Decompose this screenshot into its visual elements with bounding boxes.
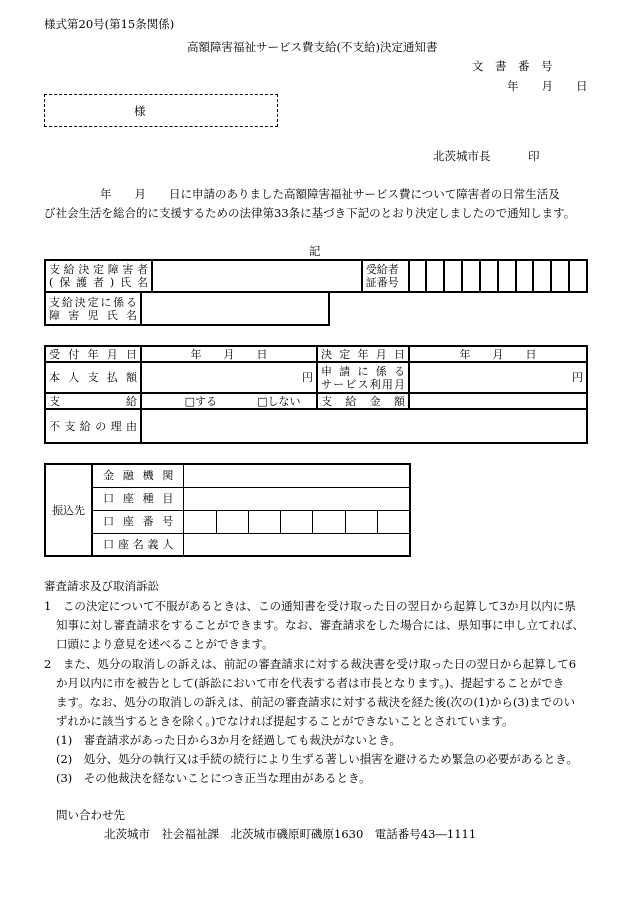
account-type-label: 口座種目 xyxy=(92,487,184,510)
cert-digit[interactable] xyxy=(533,260,551,292)
cert-digit[interactable] xyxy=(462,260,480,292)
payment-yes-checkbox[interactable]: □する xyxy=(184,394,217,408)
child-name-label: 支給決定に係る 障害児氏名 xyxy=(45,292,141,325)
issuer-name: 北茨城市長 xyxy=(433,149,491,163)
account-digit[interactable] xyxy=(248,510,280,533)
account-digit[interactable] xyxy=(345,510,377,533)
account-digit[interactable] xyxy=(184,510,216,533)
date-label: 年 月 日 xyxy=(507,79,588,93)
account-digit[interactable] xyxy=(216,510,248,533)
payment-no-checkbox[interactable]: □しない xyxy=(257,394,301,408)
account-digit[interactable] xyxy=(377,510,410,533)
recipient-name-label: 支給決定障害者 (保護者)氏名 xyxy=(45,260,152,292)
self-payment-label: 本人支払額 xyxy=(45,362,141,393)
appeal-item-2: (2) 処分、処分の執行又は手続の続行により生ずる著しい損害を避けるため緊急の必要があるとき。 xyxy=(56,752,578,766)
cert-digit[interactable] xyxy=(516,260,534,292)
account-type-field[interactable] xyxy=(184,487,410,510)
cert-digit[interactable] xyxy=(551,260,569,292)
account-digit[interactable] xyxy=(313,510,345,533)
account-holder-label: 口座名義人 xyxy=(92,533,184,556)
non-payment-reason-field[interactable] xyxy=(141,409,587,443)
appeal-p1-line2: 知事に対し審査請求をすることができます。なお、審査請求をした場合には、県知事に申し立てれば、 xyxy=(56,618,585,632)
account-holder-field[interactable] xyxy=(184,533,410,556)
appeal-p1-line3: 口頭により意見を述べることができます。 xyxy=(56,637,274,651)
cert-digit[interactable] xyxy=(480,260,498,292)
decision-date-field[interactable]: 年 月 日 xyxy=(409,346,587,362)
bank-field[interactable] xyxy=(184,464,410,487)
recipient-name-field[interactable] xyxy=(152,260,362,292)
non-payment-reason-label: 不支給の理由 xyxy=(45,409,141,443)
seal-mark: 印 xyxy=(528,149,540,163)
document-number-label: 文 書 番 号 xyxy=(472,59,553,73)
child-name-field[interactable] xyxy=(141,292,329,325)
recipient-table xyxy=(44,259,588,293)
cert-digit[interactable] xyxy=(409,260,427,292)
document-title: 高額障害福祉サービス費支給(不支給)決定通知書 xyxy=(187,40,438,54)
cert-digit[interactable] xyxy=(426,260,444,292)
appeal-p1-line1: 1 この決定について不服があるときは、この通知書を受け取った日の翌日から起算して3か月以内に県 xyxy=(44,599,576,613)
contact-heading: 問い合わせ先 xyxy=(56,808,125,822)
payment-amount-label: 支給金額 xyxy=(317,393,409,409)
payment-amount-field[interactable] xyxy=(409,393,587,409)
bank-label: 金融機関 xyxy=(92,464,184,487)
appeal-item-3: (3) その他裁決を経ないことにつき正当な理由があるとき。 xyxy=(56,771,371,785)
appeal-item-1: (1) 審査請求があった日から3か月を経過しても裁決がないとき。 xyxy=(56,733,402,747)
self-payment-field[interactable]: 円 xyxy=(141,362,317,393)
account-digit[interactable] xyxy=(281,510,313,533)
addressee-suffix: 様 xyxy=(134,104,146,118)
appeal-p2-line1: 2 また、処分の取消しの訴えは、前記の審査請求に対する裁決書を受け取った日の翌日から起算して6 xyxy=(44,657,577,671)
appeal-p2-line2: か月以内に市を被告として(訴訟において市を代表する者は市長となります。)、提起することができ xyxy=(56,676,565,690)
form-number: 様式第20号(第15条関係) xyxy=(44,17,175,31)
appeal-heading: 審査請求及び取消訴訟 xyxy=(44,579,159,593)
payment-label: 支 給 xyxy=(45,393,141,409)
account-number-label: 口座番号 xyxy=(92,510,184,533)
intro-line-2: び社会生活を総合的に支援するための法律第33条に基づき下記のとおり決定しましたので通知します。 xyxy=(44,206,576,220)
payment-choice xyxy=(141,393,317,409)
decision-table xyxy=(44,345,588,444)
cert-digit[interactable] xyxy=(444,260,462,292)
applied-month-field[interactable]: 円 xyxy=(409,362,587,393)
cert-digit[interactable] xyxy=(498,260,516,292)
intro-line-1: 年 月 日に申請のありました高額障害福祉サービス費について障害者の日常生活及 xyxy=(100,187,560,201)
cert-digit[interactable] xyxy=(569,260,587,292)
applied-month-label: 申請に係る サービス利用月 xyxy=(317,362,409,393)
decision-date-label: 決定年月日 xyxy=(317,346,409,362)
transfer-label: 振込先 xyxy=(45,464,92,556)
appeal-p2-line3: ます。なお、処分の取消しの訴えは、前記の審査請求に対する裁決を経た後(次の(1)から(3)までのい xyxy=(56,695,576,709)
ki-heading: 記 xyxy=(309,244,321,258)
contact-line: 北茨城市 社会福祉課 北茨城市磯原町磯原1630 電話番号43―1111 xyxy=(104,827,477,841)
child-table xyxy=(44,291,330,326)
received-date-label: 受付年月日 xyxy=(45,346,141,362)
addressee-box[interactable] xyxy=(44,94,278,127)
appeal-p2-line4: ずれかに該当するときを除く。)でなければ提起することができないこととされています。 xyxy=(56,714,514,728)
bank-table xyxy=(44,463,411,557)
cert-number-label: 受給者 証番号 xyxy=(362,260,409,292)
received-date-field[interactable]: 年 月 日 xyxy=(141,346,317,362)
